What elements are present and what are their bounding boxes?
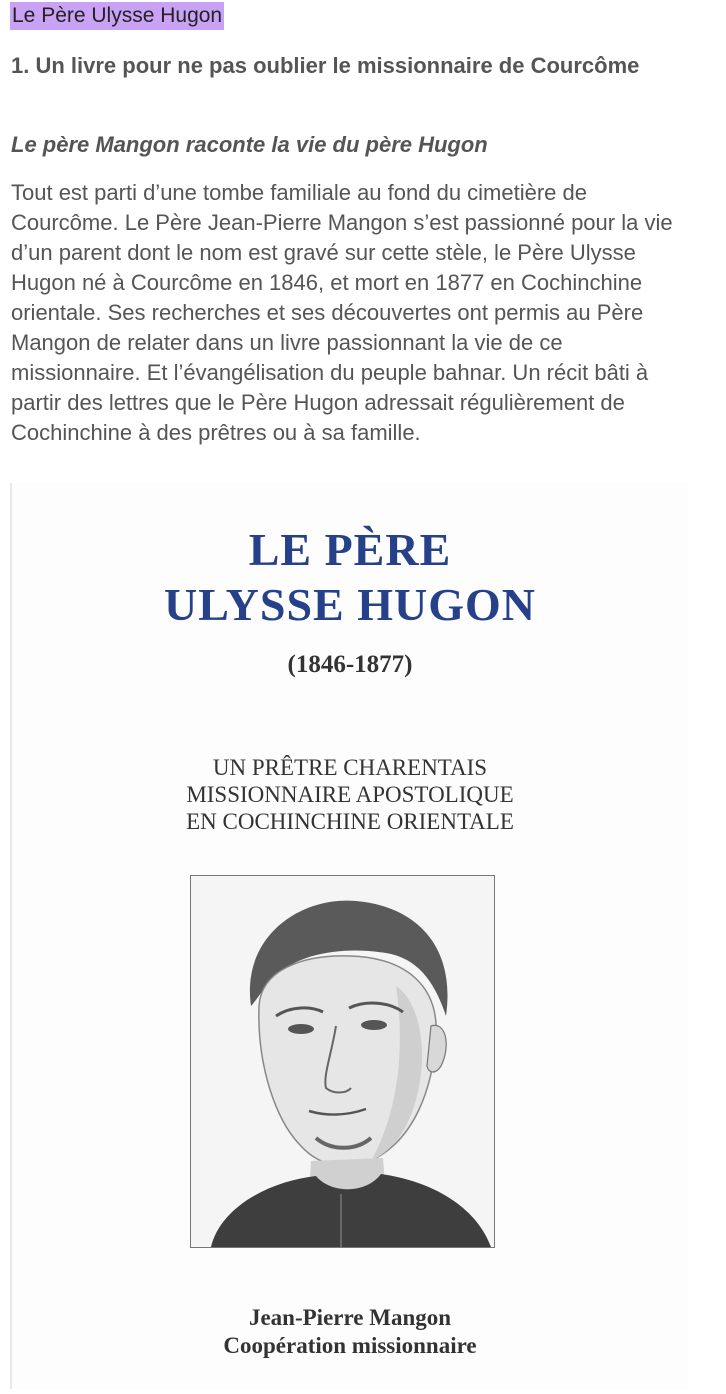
cover-subtitle-line1: UN PRÊTRE CHARENTAIS: [212, 755, 488, 780]
cover-subtitle-line2: MISSIONNAIRE APOSTOLIQUE: [186, 782, 514, 807]
cover-author-block: [12, 1304, 688, 1360]
book-cover-image: [10, 483, 688, 1389]
cover-publisher: Coopération missionnaire: [223, 1333, 477, 1358]
cover-title-line2: ULYSSE HUGON: [163, 579, 537, 630]
article-paragraph: Tout est parti d’une tombe familiale au fond du cimetière de Courcôme. Le Père Jean-Pierre Mangon s’est passionné pour la vie d’un parent dont le nom est gravé sur cette stèle, le Père Ulysse Hugon né à Courcôme en 1846, et mort en 1877 en Cochinchine orientale. Ses recherches et ses découvertes ont permis au Père Mangon de relater dans un livre passionnant la vie de ce missionnaire. Et l’évangélisation du peuple bahnar. Un récit bâti à partir des lettres que le Père Hugon adressait régulièrement de Cochinchine à des prêtres ou à sa famille.: [11, 180, 673, 445]
article-subheading: Le père Mangon raconte la vie du père Hugon: [11, 132, 488, 157]
cover-title-line1: LE PÈRE: [248, 524, 452, 575]
portrait-drawing: [190, 875, 495, 1248]
cover-dates: (1846-1877): [287, 651, 413, 678]
article-heading: 1. Un livre pour ne pas oublier le missionnaire de Courcôme: [11, 53, 640, 78]
cover-subtitle-line3: EN COCHINCHINE ORIENTALE: [186, 809, 514, 834]
portrait-sketch-icon: [191, 876, 494, 1247]
cover-subtitle: [12, 754, 688, 835]
page-title: Le Père Ulysse Hugon: [10, 2, 224, 30]
cover-author: Jean-Pierre Mangon: [248, 1305, 452, 1330]
